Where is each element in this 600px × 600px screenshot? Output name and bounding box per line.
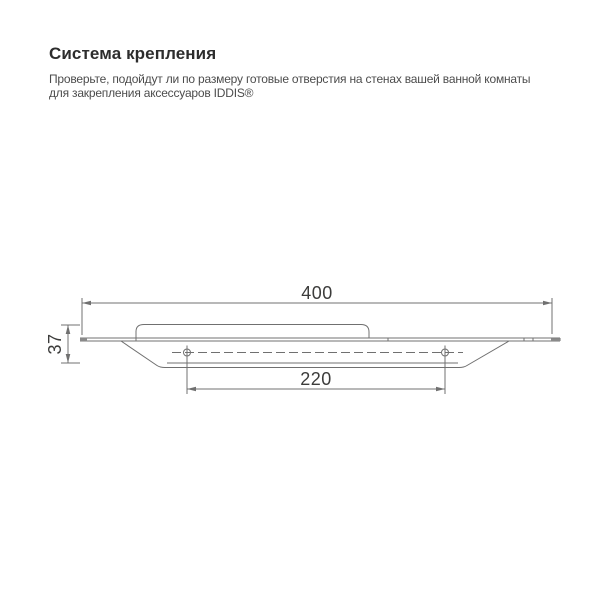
dim-220-arrow-left	[187, 387, 196, 392]
dim-220-arrow-right	[436, 387, 445, 392]
dim-400-arrow-left	[82, 301, 91, 306]
dim-37-label: 37	[45, 333, 65, 355]
bracket-outline	[121, 341, 509, 368]
intro-line-2: для закрепления аксессуаров IDDIS®	[49, 86, 254, 100]
dim-400-arrow-right	[543, 301, 552, 306]
dim-37-arrow-bottom	[66, 354, 71, 363]
shelf-plate-right-cap	[551, 338, 560, 341]
shelf-plate-left-cap	[80, 338, 87, 341]
dim-37-arrow-top	[66, 325, 71, 334]
page-title: Система крепления	[49, 44, 217, 63]
wall-bracket	[121, 341, 509, 368]
shelf-plate	[80, 338, 560, 342]
intro-line-1: Проверьте, подойдут ли по размеру готовые отверстия на стенах вашей ванной комнаты	[49, 72, 531, 86]
dimension-overall-width	[82, 298, 552, 335]
holder-bar-outline	[136, 325, 369, 342]
dim-220-label: 220	[300, 369, 332, 389]
dim-400-label: 400	[301, 283, 333, 303]
holder-bar	[136, 325, 369, 342]
